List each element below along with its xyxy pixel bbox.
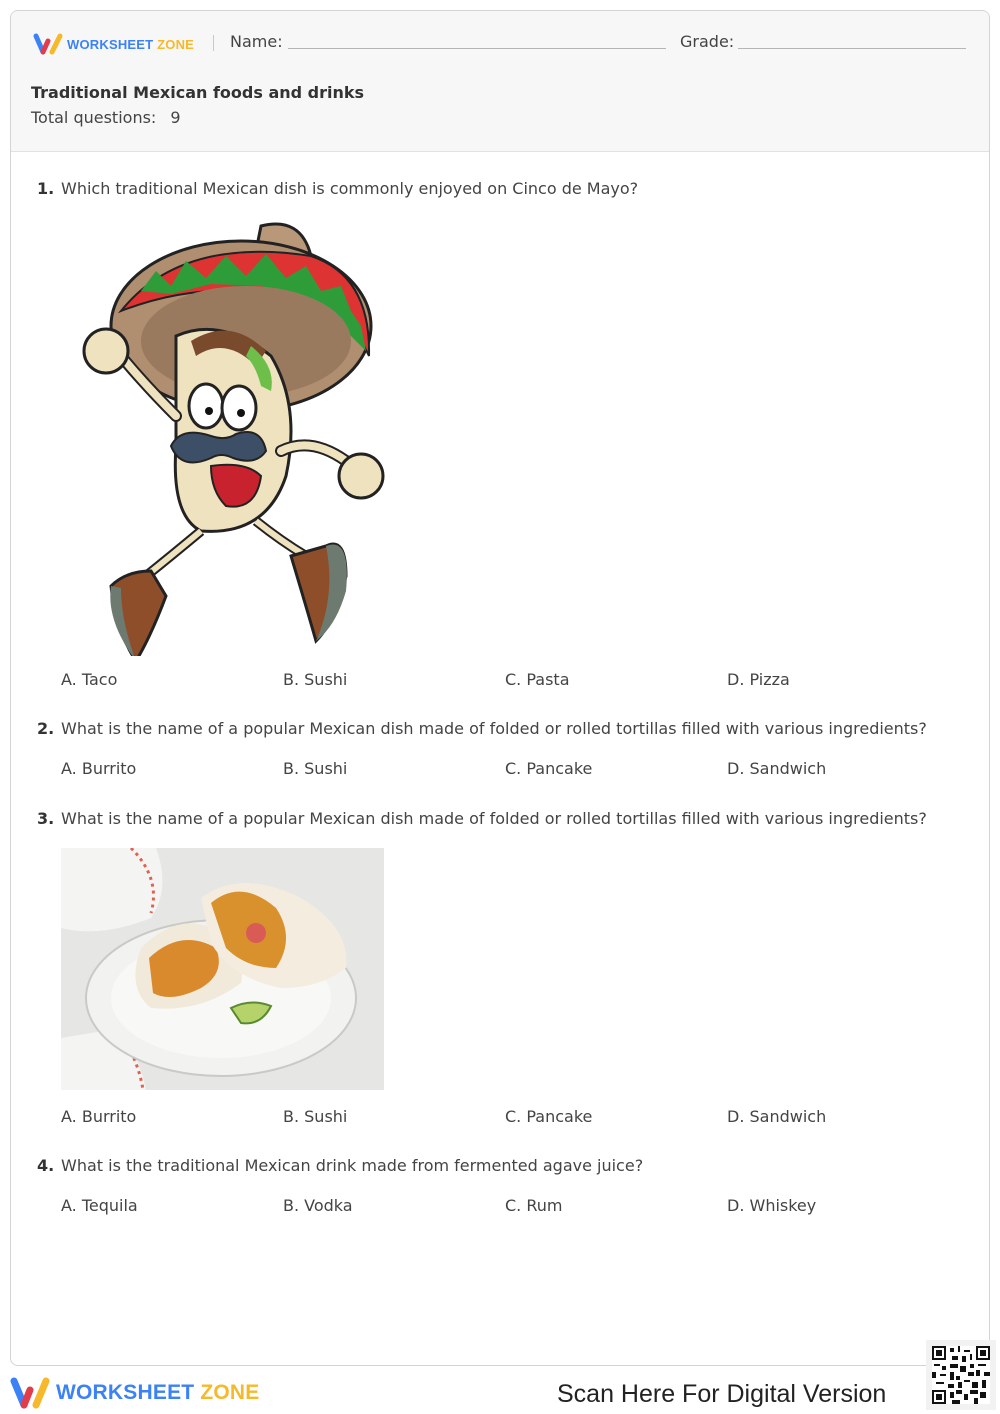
option-d[interactable]: D. Sandwich (727, 1107, 827, 1126)
brand-name-part1: WORKSHEET (67, 36, 154, 52)
question-number: 4. (37, 1156, 55, 1175)
taco-cartoon-image (61, 216, 386, 656)
question-text: What is the name of a popular Mexican dish made of folded or rolled tortillas filled with various ingredients? (61, 719, 927, 738)
question-number: 3. (37, 809, 55, 828)
option-b[interactable]: B. Sushi (283, 1107, 348, 1126)
option-c[interactable]: C. Pancake (505, 1107, 593, 1126)
scan-digital-version-text: Scan Here For Digital Version (557, 1380, 887, 1408)
total-questions-label: Total questions: (31, 108, 157, 127)
footer-brand-logo (10, 1377, 260, 1409)
option-a[interactable]: A. Burrito (61, 1107, 137, 1126)
worksheetzone-logo-icon (10, 1377, 50, 1409)
footer-brand-part2: ZONE (200, 1381, 260, 1404)
option-d[interactable]: D. Sandwich (727, 759, 827, 778)
question-4 (37, 1156, 967, 1175)
question-3 (37, 809, 967, 828)
total-questions (31, 108, 181, 127)
question-text: Which traditional Mexican dish is commonly enjoyed on Cinco de Mayo? (61, 179, 639, 198)
name-input-line[interactable] (288, 48, 666, 49)
worksheetzone-logo-icon (33, 33, 63, 55)
grade-label: Grade: (680, 32, 735, 51)
option-d[interactable]: D. Whiskey (727, 1196, 817, 1215)
brand-logo (33, 32, 194, 56)
option-a[interactable]: A. Tequila (61, 1196, 138, 1215)
option-d[interactable]: D. Pizza (727, 670, 790, 689)
grade-input-line[interactable] (738, 48, 966, 49)
burrito-photo-image (61, 848, 384, 1090)
total-questions-value: 9 (170, 108, 181, 127)
name-label: Name: (230, 32, 283, 51)
option-c[interactable]: C. Rum (505, 1196, 563, 1215)
option-b[interactable]: B. Vodka (283, 1196, 353, 1215)
option-c[interactable]: C. Pasta (505, 670, 570, 689)
brand-name-part2: ZONE (157, 36, 195, 52)
qr-code-icon[interactable] (926, 1340, 996, 1410)
option-b[interactable]: B. Sushi (283, 670, 348, 689)
question-1 (37, 179, 967, 198)
question-text: What is the name of a popular Mexican dish made of folded or rolled tortillas filled with various ingredients? (61, 809, 927, 828)
question-number: 2. (37, 719, 55, 738)
header-divider (213, 35, 214, 51)
question-text: What is the traditional Mexican drink made from fermented agave juice? (61, 1156, 644, 1175)
question-number: 1. (37, 179, 55, 198)
option-c[interactable]: C. Pancake (505, 759, 593, 778)
worksheet-header (11, 11, 989, 152)
worksheet-title: Traditional Mexican foods and drinks (31, 83, 365, 102)
footer-brand-part1: WORKSHEET (56, 1381, 195, 1404)
worksheet-page (10, 10, 990, 1366)
option-a[interactable]: A. Taco (61, 670, 118, 689)
question-2 (37, 719, 967, 738)
option-b[interactable]: B. Sushi (283, 759, 348, 778)
option-a[interactable]: A. Burrito (61, 759, 137, 778)
